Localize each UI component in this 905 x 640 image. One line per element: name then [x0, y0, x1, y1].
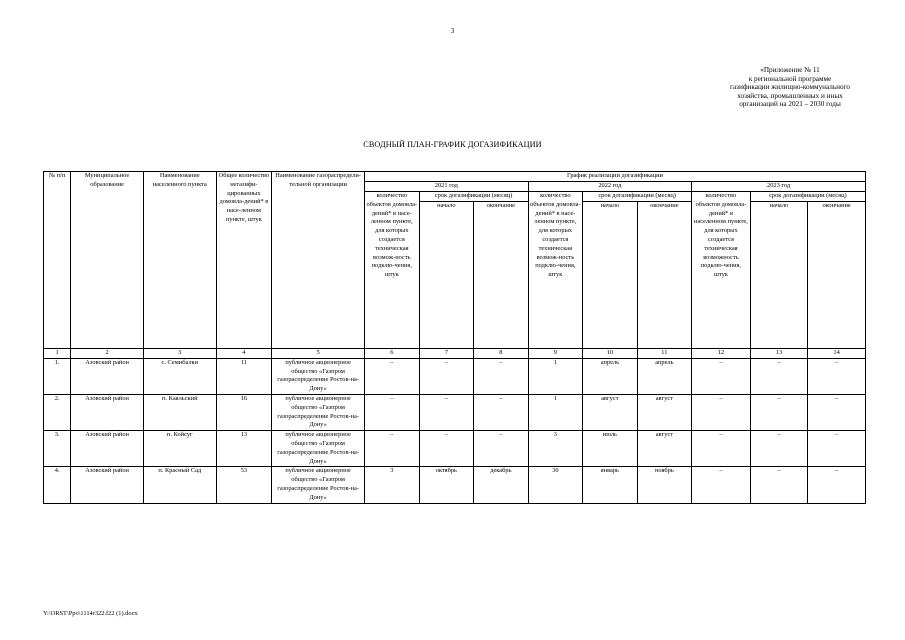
row-num: 2. — [44, 394, 71, 430]
row-municipality: Азовский район — [71, 394, 144, 430]
file-path-footer: Y:\ORST\Ppo\1114r322.f22 (1).docx — [43, 610, 138, 617]
header-term-2021: срок догазификации (месяц) — [419, 192, 528, 202]
row-gas-org: публичное акционерное общество «Газпром газораспределение Ростов-на-Дону» — [272, 467, 365, 503]
row-municipality: Азовский район — [71, 358, 144, 394]
row-start-2021: – — [419, 431, 474, 467]
row-start-2022: апрель — [583, 358, 638, 394]
row-end-2022: август — [637, 431, 692, 467]
table-row — [44, 467, 866, 503]
row-count-2021: – — [365, 394, 420, 430]
appendix-note — [690, 66, 890, 109]
header-year-2022: 2022 год — [528, 182, 692, 192]
row-end-2023: – — [808, 431, 866, 467]
header-year-2021: 2021 год — [365, 182, 529, 192]
header-num: № п/п — [44, 172, 71, 349]
row-end-2023: – — [808, 394, 866, 430]
row-num: 1. — [44, 358, 71, 394]
row-end-2023: – — [808, 358, 866, 394]
schedule-table — [43, 171, 866, 504]
column-number: 10 — [583, 349, 638, 359]
row-total: 16 — [216, 394, 272, 430]
row-municipality: Азовский район — [71, 467, 144, 503]
row-gas-org: публичное акционерное общество «Газпром газораспределение Ростов-на-Дону» — [272, 431, 365, 467]
row-gas-org: публичное акционерное общество «Газпром газораспределение Ростов-на-Дону» — [272, 358, 365, 394]
column-number: 4 — [216, 349, 272, 359]
column-number: 8 — [474, 349, 529, 359]
row-settlement: п. Каяльский — [143, 394, 216, 430]
row-start-2021: – — [419, 358, 474, 394]
row-count-2022: 1 — [528, 394, 583, 430]
appendix-line: хозяйства, промышленных и иных — [737, 91, 843, 100]
header-municipality: Муниципальное образование — [71, 172, 144, 349]
row-count-2022: 1 — [528, 358, 583, 394]
header-start-2021: начало — [419, 202, 474, 349]
row-count-2021: – — [365, 431, 420, 467]
header-schedule: График реализации догазификации — [365, 172, 866, 182]
row-start-2022: январь — [583, 467, 638, 503]
header-start-2022: начало — [583, 202, 638, 349]
row-num: 3. — [44, 431, 71, 467]
row-end-2022: август — [637, 394, 692, 430]
column-number-row — [44, 349, 866, 359]
column-number: 7 — [419, 349, 474, 359]
row-settlement: п. Койсуг — [143, 431, 216, 467]
header-term-2022: срок догазификации (месяц) — [583, 192, 692, 202]
header-count-2021: количество объектов домовла-дений* в насе-ленном пункте, для которых создается техническая возмож-ность подклю-чения, штук — [365, 192, 420, 349]
appendix-line: «Приложение № 11 — [760, 66, 820, 74]
row-gas-org: публичное акционерное общество «Газпром газораспределение Ростов-на-Дону» — [272, 394, 365, 430]
header-count-2022: количество объектов домовла-дений* в насе-ленном пункте, для которых создается техническая возмож-ность подклю-чения, штук — [528, 192, 583, 349]
row-start-2021: октябрь — [419, 467, 474, 503]
header-start-2023: начало — [750, 202, 808, 349]
column-number: 14 — [808, 349, 866, 359]
column-number: 13 — [750, 349, 808, 359]
header-end-2021: окончание — [474, 202, 529, 349]
column-number: 11 — [637, 349, 692, 359]
row-end-2021: декабрь — [474, 467, 529, 503]
row-start-2021: – — [419, 394, 474, 430]
header-end-2023: окончание — [808, 202, 866, 349]
row-end-2021: – — [474, 431, 529, 467]
row-municipality: Азовский район — [71, 431, 144, 467]
table-row — [44, 431, 866, 467]
row-start-2023: – — [750, 431, 808, 467]
column-number: 2 — [71, 349, 144, 359]
row-start-2023: – — [750, 467, 808, 503]
header-count-2023: количество объектов домовла-дений* в населенном пункте, для которых создается техническая возможность подклю-чения, штук — [692, 192, 751, 349]
row-start-2022: июль — [583, 431, 638, 467]
header-term-2023: срок догазификации (месяц) — [750, 192, 865, 202]
appendix-line: газификации жилищно-коммунального — [730, 83, 850, 92]
row-count-2023: – — [692, 467, 751, 503]
row-total: 53 — [216, 467, 272, 503]
column-number: 5 — [272, 349, 365, 359]
row-settlement: с. Семибалки — [143, 358, 216, 394]
row-count-2022: 3 — [528, 431, 583, 467]
row-count-2021: 3 — [365, 467, 420, 503]
row-total: 11 — [216, 358, 272, 394]
row-start-2023: – — [750, 394, 808, 430]
row-end-2023: – — [808, 467, 866, 503]
row-total: 13 — [216, 431, 272, 467]
document-title: СВОДНЫЙ ПЛАН-ГРАФИК ДОГАЗИФИКАЦИИ — [363, 140, 542, 149]
row-count-2023: – — [692, 394, 751, 430]
row-count-2021: – — [365, 358, 420, 394]
column-number: 12 — [692, 349, 751, 359]
table-row — [44, 394, 866, 430]
row-end-2021: – — [474, 394, 529, 430]
column-number: 3 — [143, 349, 216, 359]
table-row — [44, 358, 866, 394]
header-end-2022: окончание — [637, 202, 692, 349]
row-count-2023: – — [692, 358, 751, 394]
row-start-2023: – — [750, 358, 808, 394]
row-end-2022: апрель — [637, 358, 692, 394]
column-number: 9 — [528, 349, 583, 359]
header-year-2023: 2023 год — [692, 182, 866, 192]
row-start-2022: август — [583, 394, 638, 430]
row-num: 4. — [44, 467, 71, 503]
page-number: 3 — [450, 27, 455, 35]
appendix-line: к региональной программе — [748, 74, 832, 83]
row-settlement: п. Красный Сад — [143, 467, 216, 503]
row-count-2022: 30 — [528, 467, 583, 503]
column-number: 1 — [44, 349, 71, 359]
row-end-2021: – — [474, 358, 529, 394]
header-settlement: Наименование населенного пункта — [143, 172, 216, 349]
appendix-line: организаций на 2021 – 2030 годы — [739, 100, 841, 109]
row-count-2023: – — [692, 431, 751, 467]
row-end-2022: ноябрь — [637, 467, 692, 503]
column-number: 6 — [365, 349, 420, 359]
header-total: Общее количество негазифи-цированных домовла-дений* в насе-ленном пункте, штук — [216, 172, 272, 349]
header-gas-org: Наименование газораспредели-тельной организации — [272, 172, 365, 349]
